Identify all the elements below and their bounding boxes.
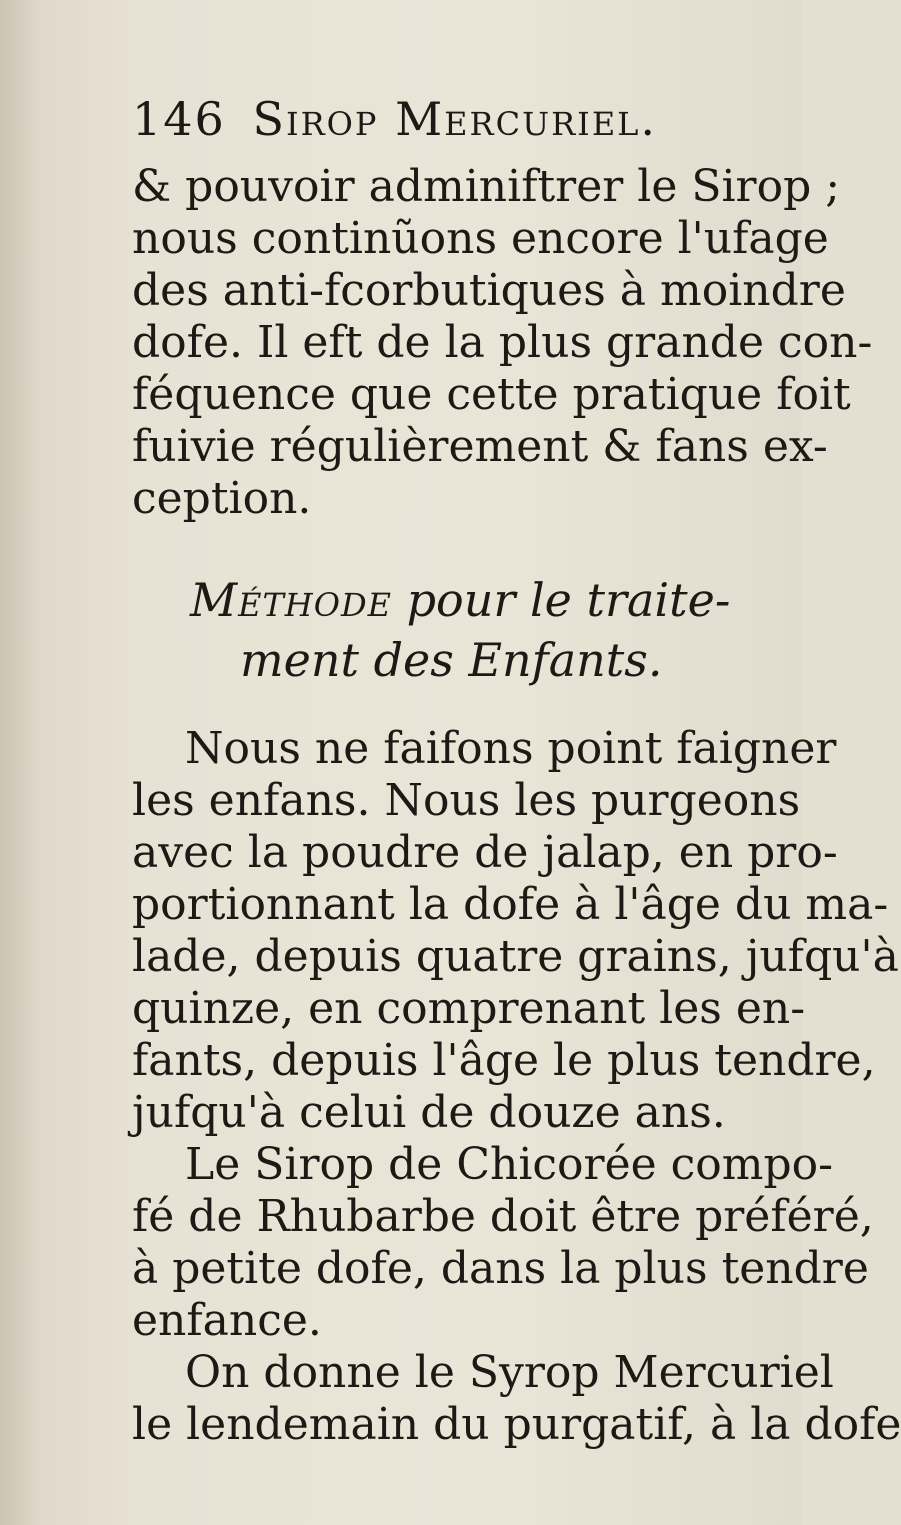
page-gutter-shadow <box>0 0 40 1525</box>
text-line: à petite dofe, dans la plus tendre <box>132 1243 869 1294</box>
text-line: & pouvoir adminiftrer le Sirop ; <box>132 161 841 212</box>
text-line: lade, depuis quatre grains, jufqu'à <box>132 931 899 982</box>
text-line: dofe. Il eft de la plus grande con- <box>132 317 873 368</box>
running-title: Sirop Mercuriel. <box>252 92 658 146</box>
section-heading-caps: Méthode <box>190 573 392 627</box>
text-line: Nous ne faifons point faigner <box>185 723 837 774</box>
page-header <box>132 92 732 154</box>
text-line: jufqu'à celui de douze ans. <box>132 1087 726 1138</box>
text-line: On donne le Syrop Mercuriel <box>185 1347 834 1398</box>
text-line: fants, depuis l'âge le plus tendre, <box>132 1035 876 1086</box>
text-line: quinze, en comprenant les en- <box>132 983 806 1034</box>
text-line: des anti-fcorbutiques à moindre <box>132 265 846 316</box>
text-line: féquence que cette pratique foit <box>132 369 851 420</box>
text-line: avec la poudre de jalap, en pro- <box>132 827 838 878</box>
text-line: portionnant la dofe à l'âge du ma- <box>132 879 889 930</box>
text-line: Le Sirop de Chicorée compo- <box>185 1139 834 1190</box>
page-number: 146 <box>132 92 226 146</box>
text-line: nous continũons encore l'ufage <box>132 213 829 264</box>
section-heading <box>190 570 730 630</box>
text-line: fuivie régulièrement & fans ex- <box>132 421 828 472</box>
text-line: les enfans. Nous les purgeons <box>132 775 801 826</box>
section-heading-rest: pour le traite- <box>391 573 731 627</box>
section-heading-line2: ment des Enfants. <box>240 633 663 687</box>
text-line: fé de Rhubarbe doit être préféré, <box>132 1191 874 1242</box>
text-line: ception. <box>132 473 312 524</box>
text-line: le lendemain du purgatif, à la dofe <box>132 1399 901 1450</box>
text-line: enfance. <box>132 1295 322 1346</box>
